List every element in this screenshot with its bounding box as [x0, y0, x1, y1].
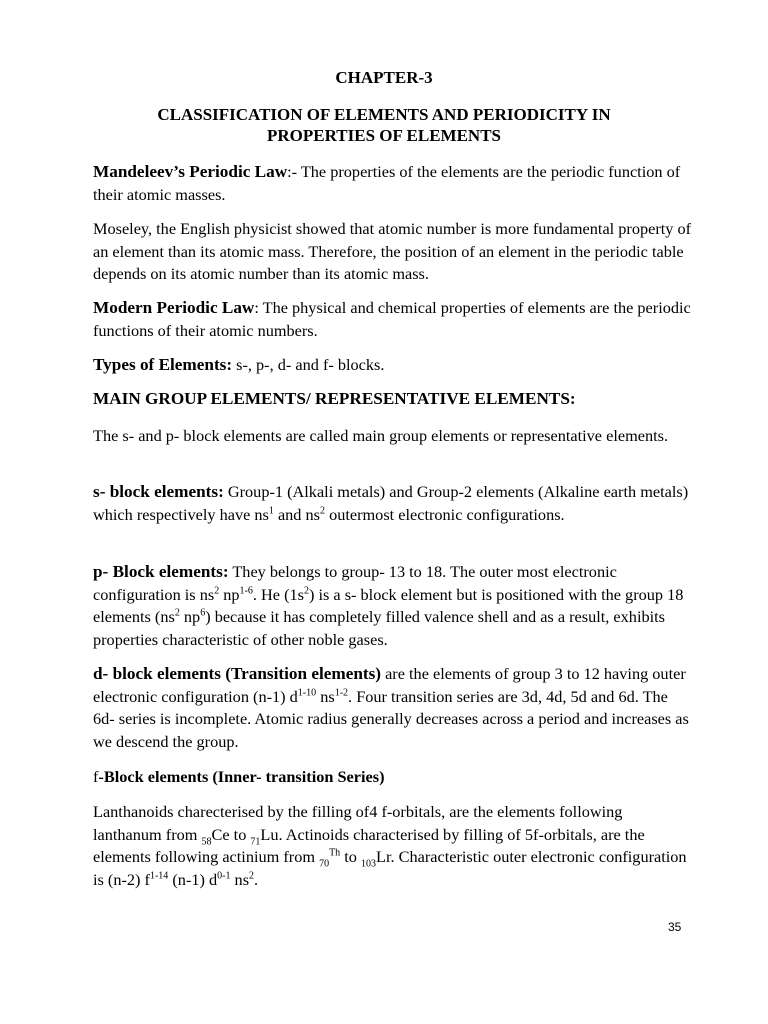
superscript: 0-1: [217, 870, 231, 882]
s-block-term: s- block elements:: [93, 482, 224, 501]
d-block-text: are the elements of group 3 to 12 having outer electronic configuration (n-1) d: [93, 664, 686, 706]
mandeleev-law-term: Mandeleev’s Periodic Law: [93, 162, 288, 181]
main-group-heading: MAIN GROUP ELEMENTS/ REPRESENTATIVE ELEMENTS:: [93, 389, 576, 408]
f-block-text: ns: [230, 869, 250, 889]
f-block-heading: [93, 767, 385, 787]
f-block-text: to: [340, 847, 361, 867]
superscript: 2: [320, 505, 325, 517]
subscript: 103: [361, 858, 376, 870]
superscript: 2: [249, 870, 255, 882]
f-block-text: (n-1) d: [168, 869, 218, 889]
s-block-text: Group-1 (Alkali metals) and Group-2 elements (Alkaline earth metals) which respectively have ns: [93, 482, 689, 524]
modern-law-text: : The physical and chemical properties of elements are the periodic functions of their atomic numbers.: [93, 298, 691, 340]
p-block-text: ) is a s- block element but is positioned with the group 18 elements (ns: [93, 584, 684, 627]
superscript: Th: [329, 847, 341, 859]
types-term: Types of Elements:: [93, 355, 233, 374]
d-block-text: ns: [316, 686, 335, 706]
s-block-text: outermost electronic configurations.: [325, 504, 565, 524]
p-block-text: np: [179, 607, 201, 627]
subscript: 71: [250, 835, 261, 847]
f-block-text: Lu. Actinoids characterised by filling of 5f-orbitals, are the elements following actinium from: [93, 824, 645, 867]
d-block-text: . Four transition series are 3d, 4d, 5d and 6d. The 6d- series is incomplete. Atomic radius generally decreases across a period and increases as we descend the group.: [93, 686, 689, 751]
superscript: 1-10: [297, 687, 317, 699]
mandeleev-law-text: :- The properties of the elements are the periodic function of their atomic masses.: [93, 162, 681, 204]
f-block-text: Lr. Characteristic outer electronic configuration is (n-2) f: [93, 847, 687, 889]
f-block-text: Ce to: [211, 824, 251, 844]
p-block-term: p- Block elements:: [93, 562, 229, 581]
superscript: 1-14: [149, 870, 169, 882]
subscript: 70: [319, 858, 330, 870]
chapter-label: CHAPTER-3: [335, 68, 433, 87]
superscript: 2: [214, 585, 220, 597]
superscript: 1-2: [334, 687, 349, 699]
s-block-text: and ns: [273, 504, 320, 524]
p-block-text: ) because it has completely filled valence shell and as a result, exhibits properties characteristic of other noble gases.: [93, 607, 665, 649]
f-block-heading-text: -Block elements (Inner- transition Series): [98, 767, 385, 786]
modern-law-term: Modern Periodic Law: [93, 298, 255, 317]
chapter-title: [0, 104, 768, 146]
modern-law-paragraph: [93, 297, 693, 342]
s-block-paragraph: [93, 481, 693, 526]
types-paragraph: [93, 354, 693, 377]
d-block-paragraph: [93, 663, 693, 753]
p-block-text: They belongs to group- 13 to 18. The outer most electronic configuration is ns: [93, 562, 617, 604]
mandeleev-law-paragraph: [93, 161, 693, 206]
f-block-text: .: [254, 869, 259, 889]
superscript: 6: [200, 607, 206, 619]
f-block-text: Lanthanoids charecterised by the filling of4 f-orbitals, are the elements following lanthanum from: [93, 802, 623, 844]
p-block-text: . He (1s: [252, 584, 304, 604]
f-block-paragraph: [93, 801, 693, 891]
d-block-term: d- block elements (Transition elements): [93, 664, 382, 683]
chapter-title-line-1: CLASSIFICATION OF ELEMENTS AND PERIODICITY IN: [157, 105, 611, 124]
superscript: 2: [174, 607, 180, 619]
superscript: 2: [303, 585, 309, 597]
superscript: 1: [268, 505, 274, 517]
f-block-heading-prefix: f: [93, 767, 99, 786]
p-block-text: np: [219, 584, 240, 604]
moseley-paragraph: Moseley, the English physicist showed that atomic number is more fundamental property of an element than its atomic mass. Therefore, the position of an element in the periodic table depends on its atomic number than its atomic mass.: [93, 219, 692, 284]
subscript: 58: [201, 835, 212, 847]
page-number: 35: [668, 920, 682, 934]
types-text: s-, p-, d- and f- blocks.: [232, 355, 385, 374]
chapter-title-line-2: PROPERTIES OF ELEMENTS: [267, 126, 501, 145]
p-block-paragraph: [93, 561, 693, 651]
main-group-paragraph: The s- and p- block elements are called main group elements or representative elements.: [93, 426, 669, 445]
superscript: 1-6: [239, 585, 253, 597]
